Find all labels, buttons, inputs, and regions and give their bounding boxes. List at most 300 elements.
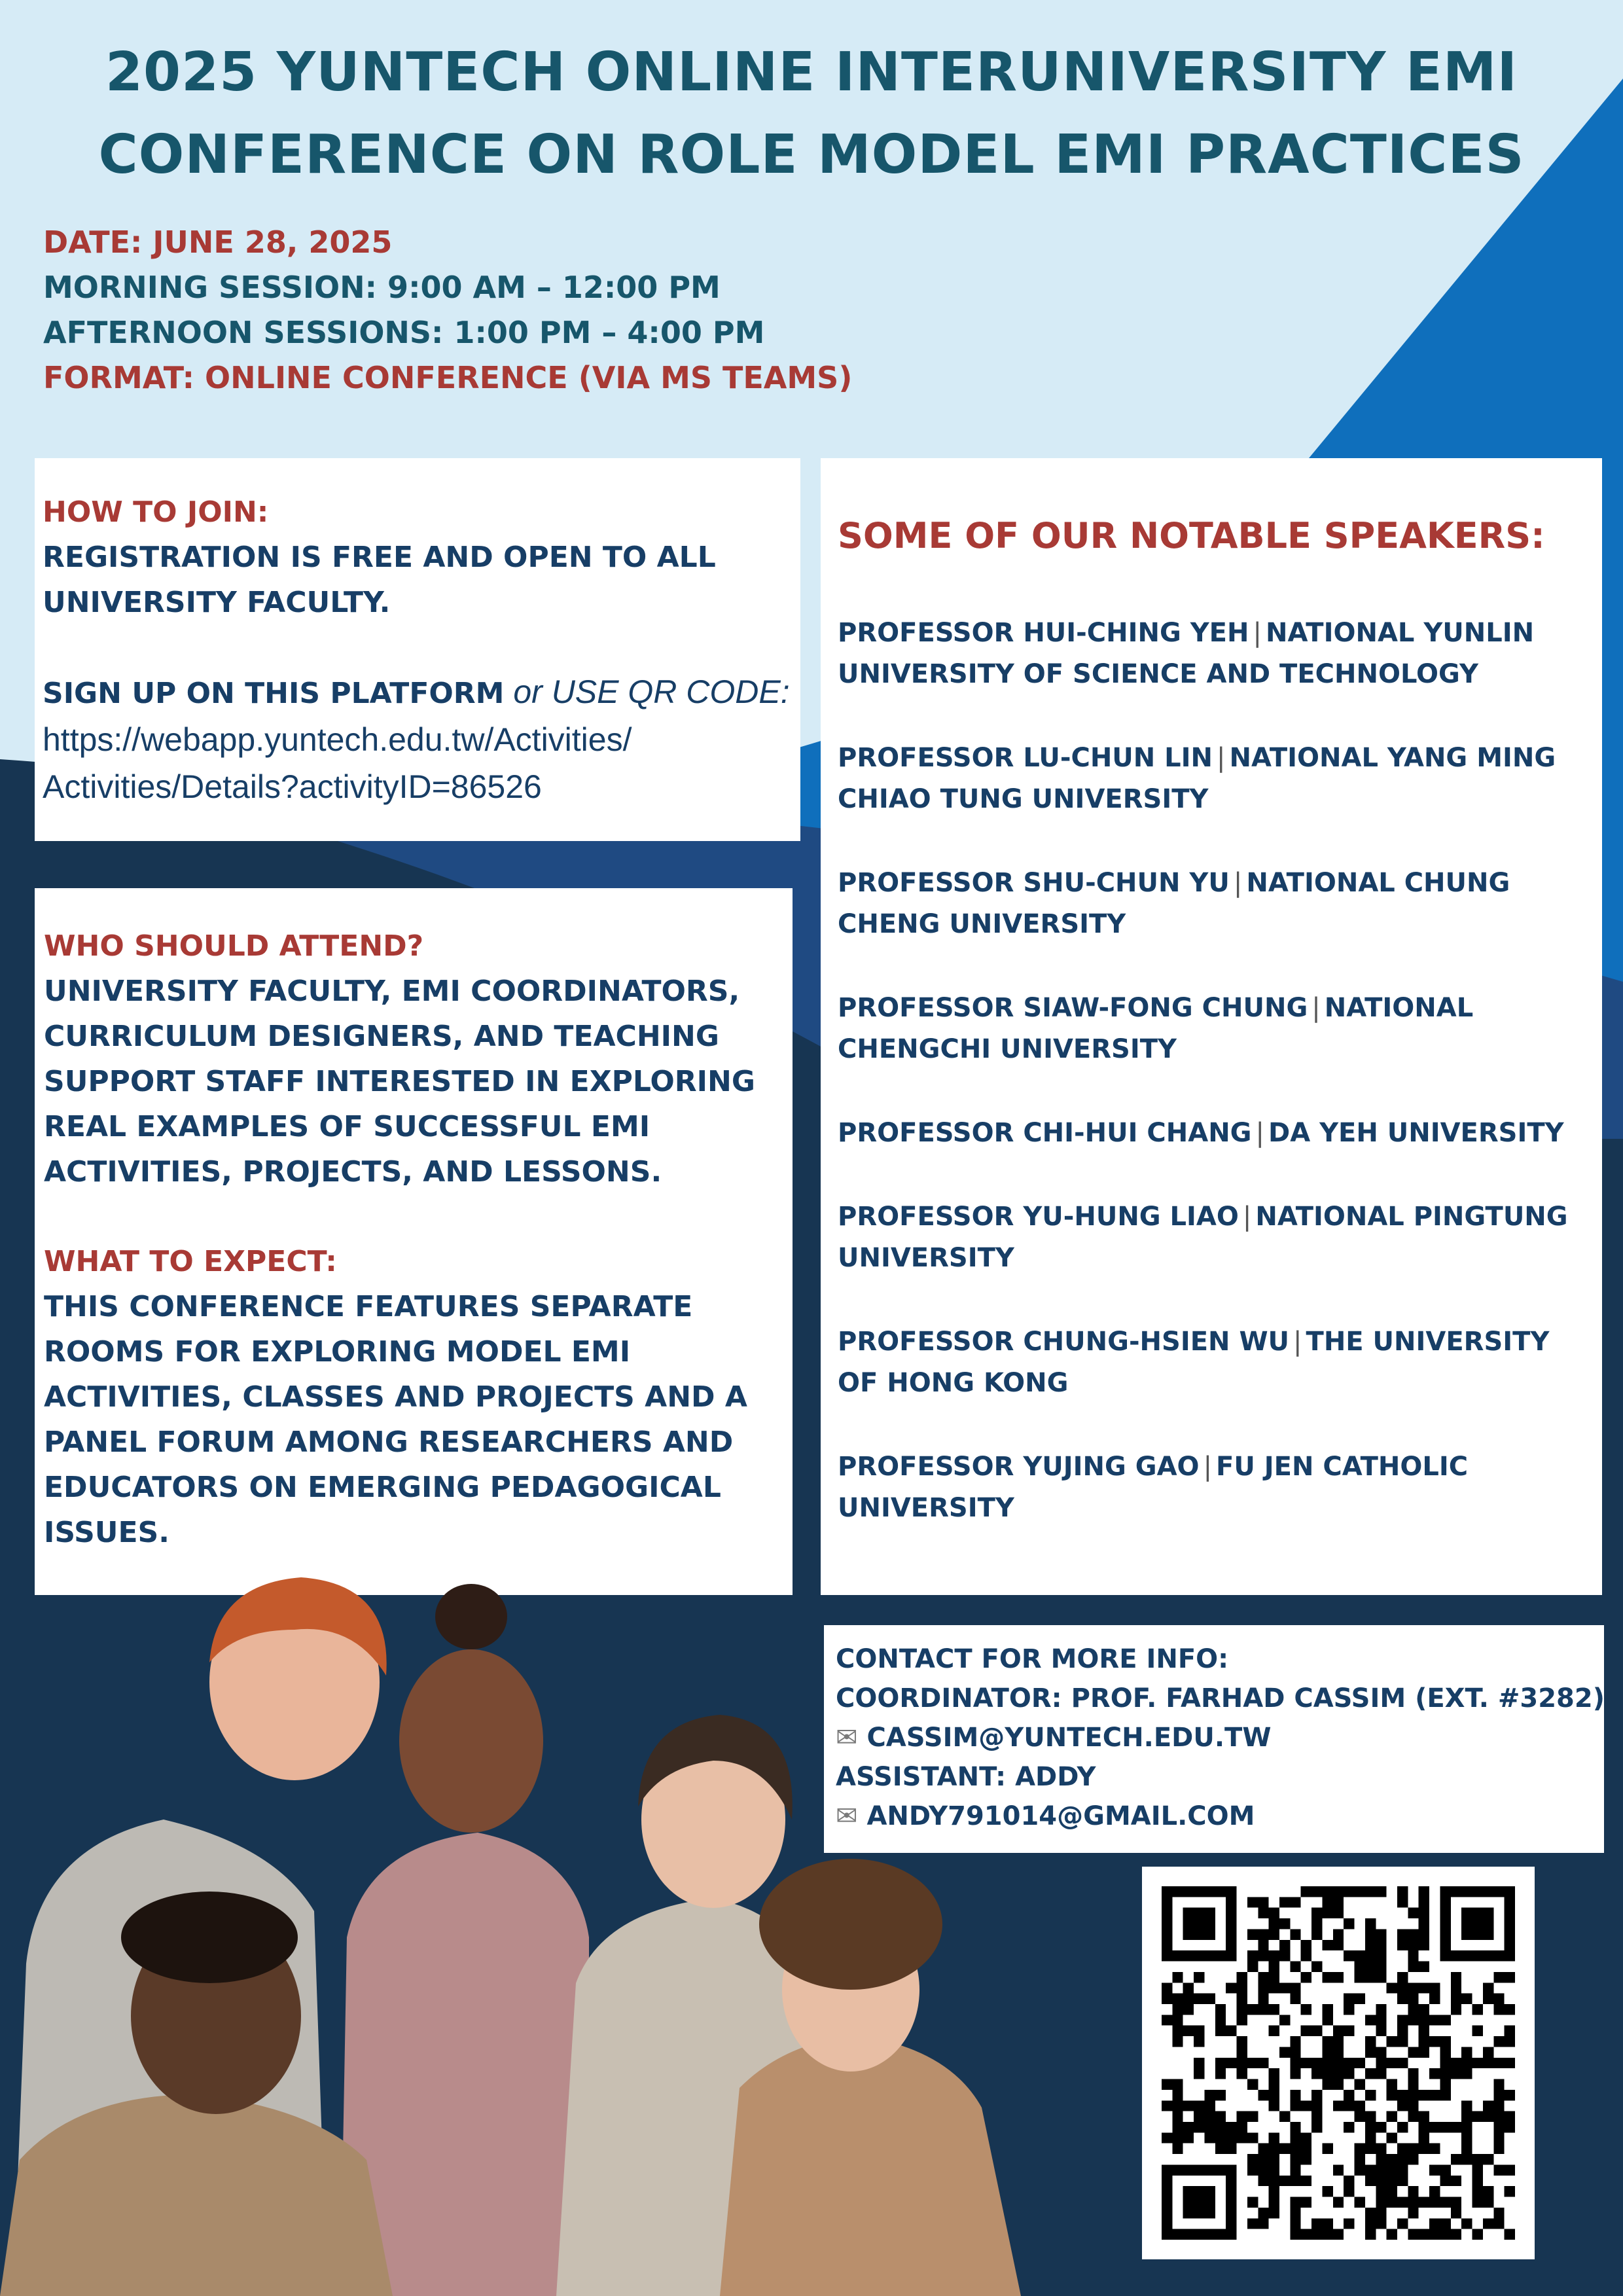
- qr-module: [1365, 1950, 1376, 1961]
- qr-module: [1269, 2208, 1279, 2218]
- separator: |: [1253, 618, 1262, 648]
- qr-module: [1322, 1940, 1332, 1950]
- qr-module: [1365, 1886, 1376, 1897]
- separator: |: [1217, 743, 1226, 773]
- qr-module: [1301, 2100, 1311, 2111]
- how-to-join-panel: [35, 458, 800, 841]
- qr-module: [1397, 1897, 1408, 1907]
- qr-module: [1269, 2154, 1279, 2164]
- qr-module: [1440, 2058, 1450, 2068]
- qr-module: [1162, 2132, 1172, 2143]
- qr-module: [1505, 2090, 1515, 2100]
- qr-module: [1194, 2100, 1204, 2111]
- qr-module: [1397, 1972, 1408, 1982]
- qr-module: [1376, 2154, 1386, 2164]
- qr-module: [1493, 2100, 1504, 2111]
- qr-module: [1290, 2229, 1300, 2240]
- qr-module: [1237, 2132, 1247, 2143]
- qr-module: [1397, 1994, 1408, 2004]
- qr-module: [1279, 1918, 1290, 1929]
- registration-line-2: UNIVERSITY FACULTY.: [43, 586, 391, 619]
- qr-module: [1247, 1950, 1258, 1961]
- qr-module: [1376, 1962, 1386, 1972]
- qr-module: [1387, 1982, 1397, 1993]
- qr-module: [1290, 2047, 1300, 2057]
- qr-module: [1311, 2026, 1322, 2036]
- qr-module: [1162, 2015, 1172, 2025]
- qr-module: [1344, 2058, 1354, 2068]
- qr-module: [1226, 1982, 1236, 1993]
- qr-module: [1290, 2122, 1300, 2132]
- qr-module: [1194, 2111, 1204, 2122]
- qr-module: [1215, 2144, 1226, 2154]
- qr-module: [1376, 2144, 1386, 2154]
- qr-module: [1172, 2100, 1183, 2111]
- qr-module: [1279, 2144, 1290, 2154]
- speaker-name: PROFESSOR LU-CHUN LIN: [838, 743, 1213, 773]
- qr-module: [1172, 2079, 1183, 2090]
- qr-module: [1472, 2004, 1483, 2015]
- qr-module: [1397, 1929, 1408, 1939]
- qr-module: [1237, 1972, 1247, 1982]
- qr-module: [1322, 2229, 1332, 2240]
- registration-line-1: REGISTRATION IS FREE AND OPEN TO ALL: [43, 541, 716, 574]
- qr-module: [1355, 2058, 1365, 2068]
- speaker-item: [838, 863, 1596, 945]
- separator: |: [1311, 993, 1321, 1023]
- speaker-name: PROFESSOR YU-HUNG LIAO: [838, 1202, 1239, 1232]
- qr-module: [1472, 2229, 1483, 2240]
- qr-module: [1472, 2058, 1483, 2068]
- registration-url-line-2[interactable]: Activities/Details?activityID=86526: [43, 768, 542, 805]
- qr-module: [1311, 2229, 1322, 2240]
- qr-module: [1451, 2122, 1461, 2132]
- qr-module: [1408, 2090, 1418, 2100]
- qr-module: [1376, 2197, 1386, 2208]
- qr-module: [1311, 2111, 1322, 2122]
- qr-module: [1483, 2047, 1493, 2057]
- qr-module: [1322, 2218, 1332, 2229]
- qr-module: [1397, 2058, 1408, 2068]
- qr-module: [1387, 2197, 1397, 2208]
- qr-module: [1226, 2026, 1236, 2036]
- qr-module: [1311, 2100, 1322, 2111]
- qr-module: [1493, 2090, 1504, 2100]
- qr-module: [1365, 1962, 1376, 1972]
- qr-module: [1451, 2197, 1461, 2208]
- qr-module: [1483, 1994, 1493, 2004]
- qr-module: [1505, 2186, 1515, 2197]
- qr-module: [1376, 2164, 1386, 2175]
- qr-module: [1505, 2026, 1515, 2036]
- qr-module: [1333, 1897, 1344, 1907]
- qr-module: [1376, 1929, 1386, 1939]
- qr-module: [1493, 2004, 1504, 2015]
- qr-module: [1237, 2111, 1247, 2122]
- qr-module: [1333, 1908, 1344, 1918]
- qr-module: [1333, 2047, 1344, 2057]
- qr-module: [1215, 2132, 1226, 2143]
- qr-module: [1387, 2154, 1397, 2164]
- qr-module: [1237, 2068, 1247, 2079]
- qr-module: [1311, 1886, 1322, 1897]
- qr-module: [1290, 2058, 1300, 2068]
- speaker-affiliation: NATIONAL PINGTUNG: [1255, 1202, 1568, 1232]
- qr-module: [1333, 2068, 1344, 2079]
- qr-module: [1376, 1972, 1386, 1982]
- qr-module: [1226, 2144, 1236, 2154]
- qr-module: [1451, 2154, 1461, 2164]
- expect-line: ACTIVITIES, CLASSES AND PROJECTS AND A: [44, 1380, 747, 1414]
- qr-module: [1440, 2229, 1450, 2240]
- expect-line: ROOMS FOR EXPLORING MODEL EMI: [44, 1335, 631, 1369]
- qr-module: [1194, 2026, 1204, 2036]
- qr-module: [1215, 2068, 1226, 2079]
- qr-module: [1397, 2100, 1408, 2111]
- qr-module: [1269, 1918, 1279, 1929]
- speaker-name: PROFESSOR HUI-CHING YEH: [838, 618, 1249, 648]
- qr-module: [1365, 2176, 1376, 2186]
- qr-module: [1279, 2047, 1290, 2057]
- qr-module: [1493, 1994, 1504, 2004]
- people-photo: [0, 1571, 1113, 2296]
- qr-module: [1387, 2079, 1397, 2090]
- qr-module: [1194, 2068, 1204, 2079]
- qr-module: [1290, 2090, 1300, 2100]
- qr-module: [1429, 1994, 1440, 2004]
- qr-module: [1301, 1940, 1311, 1950]
- qr-module: [1301, 2154, 1311, 2164]
- qr-module: [1419, 1886, 1429, 1897]
- qr-module: [1311, 1929, 1322, 1939]
- qr-module: [1440, 2047, 1450, 2057]
- qr-module: [1419, 2090, 1429, 2100]
- assistant-line: ASSISTANT: ADDY: [836, 1762, 1096, 1792]
- qr-module: [1172, 2004, 1183, 2015]
- qr-module: [1397, 2036, 1408, 2047]
- qr-module: [1440, 2015, 1450, 2025]
- qr-module: [1290, 2208, 1300, 2218]
- qr-module: [1440, 2122, 1450, 2132]
- qr-module: [1451, 2176, 1461, 2186]
- qr-module: [1429, 2197, 1440, 2208]
- qr-module: [1397, 2015, 1408, 2025]
- qr-module: [1344, 1918, 1354, 1929]
- qr-module: [1376, 2176, 1386, 2186]
- expect-line: PANEL FORUM AMONG RESEARCHERS AND: [44, 1426, 734, 1459]
- qr-module: [1237, 2004, 1247, 2015]
- event-date: DATE: JUNE 28, 2025: [43, 224, 393, 260]
- qr-module: [1505, 2058, 1515, 2068]
- qr-module: [1301, 1972, 1311, 1982]
- qr-module: [1194, 2036, 1204, 2047]
- qr-module: [1461, 2218, 1472, 2229]
- qr-module: [1461, 2154, 1472, 2164]
- qr-module: [1301, 2026, 1311, 2036]
- qr-module: [1333, 2079, 1344, 2090]
- qr-module: [1301, 2004, 1311, 2015]
- qr-module: [1290, 1994, 1300, 2004]
- qr-module: [1269, 2132, 1279, 2143]
- qr-module: [1387, 2132, 1397, 2143]
- qr-module: [1290, 2197, 1300, 2208]
- qr-module: [1311, 2058, 1322, 2068]
- event-info: [43, 220, 852, 401]
- qr-module: [1397, 2154, 1408, 2164]
- qr-module: [1279, 1897, 1290, 1907]
- qr-module: [1162, 2100, 1172, 2111]
- attend-expect-panel: [35, 888, 793, 1595]
- qr-module: [1408, 2186, 1418, 2197]
- qr-module: [1493, 2111, 1504, 2122]
- qr-module: [1408, 2154, 1418, 2164]
- attend-line: ACTIVITIES, PROJECTS, AND LESSONS.: [44, 1155, 662, 1189]
- qr-module: [1247, 2218, 1258, 2229]
- qr-code-panel[interactable]: [1142, 1867, 1535, 2259]
- qr-module: [1194, 1994, 1204, 2004]
- qr-module: [1461, 2047, 1472, 2057]
- qr-module: [1493, 2122, 1504, 2132]
- qr-module: [1322, 2036, 1332, 2047]
- qr-module: [1483, 1982, 1493, 1993]
- qr-module: [1269, 2176, 1279, 2186]
- qr-module: [1451, 2004, 1461, 2015]
- qr-module: [1269, 2079, 1279, 2090]
- assistant-email[interactable]: ANDY791014@GMAIL.COM: [866, 1801, 1255, 1831]
- qr-module: [1408, 2100, 1418, 2111]
- qr-module: [1237, 2122, 1247, 2132]
- qr-module: [1376, 2026, 1386, 2036]
- registration-url-line-1[interactable]: https://webapp.yuntech.edu.tw/Activities/: [43, 721, 632, 758]
- qr-module: [1365, 1929, 1376, 1939]
- qr-module: [1301, 2176, 1311, 2186]
- qr-module: [1387, 2058, 1397, 2068]
- qr-module: [1194, 2122, 1204, 2132]
- qr-module: [1493, 2164, 1504, 2175]
- qr-module: [1408, 1994, 1418, 2004]
- qr-module: [1461, 2111, 1472, 2122]
- qr-module: [1344, 2218, 1354, 2229]
- qr-module: [1461, 2058, 1472, 2068]
- qr-module: [1258, 1929, 1268, 1939]
- qr-module: [1258, 2218, 1268, 2229]
- what-to-expect-heading: WHAT TO EXPECT:: [44, 1245, 337, 1278]
- signup-line: [43, 670, 793, 716]
- qr-module: [1247, 1897, 1258, 1907]
- qr-module: [1269, 2090, 1279, 2100]
- qr-module: [1269, 2068, 1279, 2079]
- qr-module: [1247, 2004, 1258, 2015]
- qr-module: [1397, 2197, 1408, 2208]
- qr-module: [1355, 2079, 1365, 2090]
- qr-module: [1419, 2015, 1429, 2025]
- speaker-affiliation-cont: CHENGCHI UNIVERSITY: [838, 1034, 1177, 1064]
- qr-module: [1215, 2090, 1226, 2100]
- qr-module: [1461, 2144, 1472, 2154]
- qr-module: [1247, 2058, 1258, 2068]
- qr-module: [1419, 2036, 1429, 2047]
- qr-module: [1333, 2197, 1344, 2208]
- qr-module: [1365, 2090, 1376, 2100]
- qr-module: [1204, 2100, 1215, 2111]
- who-should-attend-heading: WHO SHOULD ATTEND?: [44, 929, 424, 963]
- attend-line: CURRICULUM DESIGNERS, AND TEACHING: [44, 1020, 719, 1053]
- qr-module: [1365, 2122, 1376, 2132]
- signup-suffix: or USE QR CODE:: [504, 673, 790, 710]
- qr-module: [1290, 2218, 1300, 2229]
- qr-module: [1429, 2229, 1440, 2240]
- qr-module: [1333, 2164, 1344, 2175]
- qr-module: [1311, 2068, 1322, 2079]
- qr-module: [1419, 2132, 1429, 2143]
- qr-module: [1472, 2176, 1483, 2186]
- qr-module: [1290, 2068, 1300, 2079]
- qr-module: [1258, 1950, 1268, 1961]
- speaker-item: [838, 613, 1596, 695]
- qr-module: [1493, 2079, 1504, 2090]
- qr-module: [1290, 1929, 1300, 1939]
- qr-module: [1472, 2186, 1483, 2197]
- qr-module: [1429, 2218, 1440, 2229]
- qr-module: [1376, 2186, 1386, 2197]
- qr-module: [1344, 2068, 1354, 2079]
- qr-module: [1344, 1994, 1354, 2004]
- speaker-name: PROFESSOR YUJING GAO: [838, 1452, 1200, 1482]
- qr-module: [1408, 2079, 1418, 2090]
- qr-module: [1215, 2111, 1226, 2122]
- qr-module: [1322, 1972, 1332, 1982]
- qr-module: [1397, 2026, 1408, 2036]
- qr-module: [1483, 2154, 1493, 2164]
- speaker-name: PROFESSOR SIAW-FONG CHUNG: [838, 993, 1308, 1023]
- qr-module: [1419, 1962, 1429, 1972]
- qr-module: [1408, 2229, 1418, 2240]
- expect-line: EDUCATORS ON EMERGING PEDAGOGICAL: [44, 1471, 721, 1504]
- qr-module: [1237, 1982, 1247, 1993]
- qr-module: [1269, 1972, 1279, 1982]
- qr-module: [1290, 2154, 1300, 2164]
- qr-module: [1247, 1962, 1258, 1972]
- qr-module: [1215, 2026, 1226, 2036]
- qr-module: [1226, 2122, 1236, 2132]
- qr-module: [1269, 2144, 1279, 2154]
- qr-module: [1322, 1886, 1332, 1897]
- qr-module: [1397, 1886, 1408, 1897]
- qr-module: [1397, 2176, 1408, 2186]
- qr-module: [1204, 2122, 1215, 2132]
- qr-module: [1269, 1950, 1279, 1961]
- speaker-affiliation: NATIONAL YANG MING: [1229, 743, 1556, 773]
- qr-module: [1397, 2164, 1408, 2175]
- qr-module: [1204, 2111, 1215, 2122]
- qr-module: [1440, 2079, 1450, 2090]
- qr-module: [1387, 2090, 1397, 2100]
- qr-module: [1204, 1994, 1215, 2004]
- qr-module: [1269, 2197, 1279, 2208]
- qr-module: [1408, 2015, 1418, 2025]
- qr-module: [1279, 1950, 1290, 1961]
- signup-prefix: SIGN UP ON THIS PLATFORM: [43, 677, 505, 710]
- qr-module: [1429, 2144, 1440, 2154]
- separator: |: [1233, 868, 1243, 898]
- qr-module: [1311, 2122, 1322, 2132]
- qr-module: [1440, 2176, 1450, 2186]
- qr-module: [1355, 1962, 1365, 1972]
- qr-module: [1333, 2229, 1344, 2240]
- qr-module: [1419, 2004, 1429, 2015]
- qr-module: [1429, 2122, 1440, 2132]
- qr-module: [1301, 2132, 1311, 2143]
- qr-module: [1355, 2164, 1365, 2175]
- qr-module: [1505, 2122, 1515, 2132]
- qr-module: [1172, 1972, 1183, 1982]
- coordinator-email[interactable]: CASSIM@YUNTECH.EDU.TW: [866, 1723, 1272, 1753]
- speaker-affiliation: NATIONAL: [1324, 993, 1474, 1023]
- qr-module: [1505, 1972, 1515, 1982]
- speaker-name: PROFESSOR SHU-CHUN YU: [838, 868, 1230, 898]
- qr-module: [1408, 1962, 1418, 1972]
- qr-module: [1247, 2132, 1258, 2143]
- how-to-join-heading: HOW TO JOIN:: [43, 495, 269, 529]
- qr-module: [1172, 2122, 1183, 2132]
- qr-module: [1376, 2058, 1386, 2068]
- speaker-affiliation-cont: UNIVERSITY: [838, 1493, 1014, 1523]
- qr-module: [1408, 2144, 1418, 2154]
- qr-module: [1215, 2004, 1226, 2015]
- qr-module: [1483, 2197, 1493, 2208]
- qr-module: [1376, 1950, 1386, 1961]
- qr-module: [1355, 1972, 1365, 1982]
- qr-module: [1461, 1908, 1493, 1940]
- qr-module: [1333, 2026, 1344, 2036]
- qr-module: [1355, 2154, 1365, 2164]
- qr-module: [1355, 2100, 1365, 2111]
- qr-module: [1365, 2164, 1376, 2175]
- afternoon-session: AFTERNOON SESSIONS: 1:00 PM – 4:00 PM: [43, 315, 765, 350]
- qr-module: [1397, 1982, 1408, 1993]
- qr-module: [1387, 2111, 1397, 2122]
- qr-module: [1333, 2036, 1344, 2047]
- qr-module: [1429, 2164, 1440, 2175]
- speaker-item: [838, 1321, 1596, 1404]
- qr-module: [1279, 1982, 1290, 1993]
- qr-module: [1397, 2122, 1408, 2132]
- qr-module: [1408, 1929, 1418, 1939]
- speaker-name: PROFESSOR CHUNG-HSIEN WU: [838, 1327, 1290, 1357]
- qr-module: [1322, 1897, 1332, 1907]
- qr-module: [1451, 1982, 1461, 1993]
- qr-module: [1183, 1994, 1194, 2004]
- qr-code-icon[interactable]: [1162, 1886, 1515, 2240]
- page-title: [0, 31, 1623, 196]
- qr-module: [1461, 2068, 1472, 2079]
- qr-module: [1365, 2132, 1376, 2143]
- speaker-affiliation-cont: CHENG UNIVERSITY: [838, 909, 1126, 939]
- qr-module: [1301, 2058, 1311, 2068]
- qr-module: [1472, 2026, 1483, 2036]
- qr-module: [1387, 2186, 1397, 2197]
- qr-module: [1376, 2068, 1386, 2079]
- qr-module: [1311, 1918, 1322, 1929]
- speaker-item: [838, 1196, 1596, 1279]
- qr-module: [1376, 2218, 1386, 2229]
- speaker-item: [838, 1113, 1596, 1154]
- qr-module: [1172, 2026, 1183, 2036]
- qr-module: [1408, 1950, 1418, 1961]
- attend-line: REAL EXAMPLES OF SUCCESSFUL EMI: [44, 1110, 651, 1143]
- qr-module: [1365, 1940, 1376, 1950]
- qr-module: [1269, 2164, 1279, 2175]
